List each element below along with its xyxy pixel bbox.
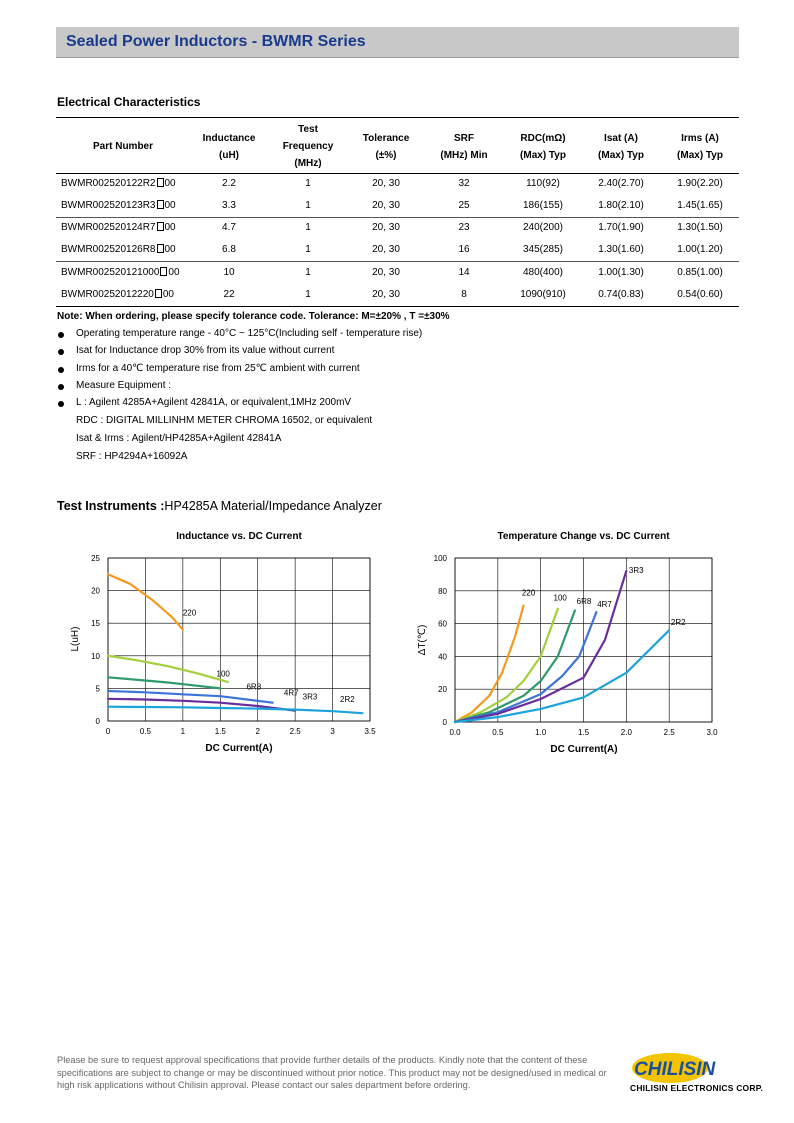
tolerance-code-box (157, 178, 164, 187)
column-header: (Max) Typ (598, 150, 644, 161)
series-label: 3R3 (302, 692, 318, 702)
part-number (61, 177, 176, 191)
x-tick-label: 2.0 (620, 728, 632, 737)
table-cell-isat: 0.74(0.83) (598, 289, 644, 300)
series-label: 6R8 (576, 596, 592, 606)
chart-title-temperature: Temperature Change vs. DC Current (497, 531, 670, 542)
y-tick-label: 20 (91, 586, 100, 596)
table-cell-tol: 20, 30 (372, 222, 400, 233)
table-cell-srf: 23 (458, 222, 470, 233)
test-instruments (57, 499, 382, 513)
table-cell-irms: 0.54(0.60) (677, 289, 723, 300)
bullet-text: Irms for a 40℃ temperature rise from 25℃ ambient with current (76, 363, 360, 374)
table-cell-freq: 1 (305, 200, 311, 211)
footer-disclaimer: Please be sure to request approval specifications that provide further details of the products. Kindly note that the content of these specifications are subject to change or may be discontinued without prior notice. This product may not be designed/used in medical or high risk applications without Chilisin approval. Please contact our sales department before ordering. (57, 1055, 607, 1090)
y-tick-label: 40 (438, 652, 447, 662)
table-cell-irms: 1.30(1.50) (677, 222, 723, 233)
x-tick-label: 3 (330, 727, 335, 736)
equipment-line: RDC : DIGITAL MILLINHM METER CHROMA 16502, or equivalent (76, 415, 373, 426)
x-tick-label: 1 (180, 727, 186, 736)
x-tick-label: 2.5 (663, 728, 675, 737)
part-number-prefix: BWMR00252012220 (61, 289, 154, 300)
table-cell-isat: 1.70(1.90) (598, 222, 644, 233)
x-tick-label: 2 (255, 727, 260, 736)
part-number (61, 221, 176, 235)
column-header: Frequency (282, 141, 334, 152)
column-header: Part Number (92, 141, 153, 152)
x-tick-label: 2.5 (289, 727, 301, 736)
table-cell-srf: 32 (458, 178, 470, 189)
x-tick-label: 1.5 (214, 727, 226, 736)
table-cell-tol: 20, 30 (372, 267, 400, 278)
bullet-text: Operating temperature range - 40°C ~ 125°C(Including self - temperature rise) (76, 328, 423, 339)
table-cell-freq: 1 (305, 267, 311, 278)
table-cell-rdc: 480(400) (522, 267, 564, 278)
table-cell-rdc: 1090(910) (520, 289, 566, 300)
table-cell-rdc: 186(155) (522, 200, 564, 211)
table-cell-ind: 10 (223, 267, 235, 278)
table-cell-srf: 25 (458, 200, 470, 211)
bullet-text: L : Agilent 4285A+Agilent 42841A, or equivalent,1MHz 200mV (76, 397, 352, 408)
series-label: 2R2 (340, 695, 355, 705)
part-number-prefix: BWMR002520126R8 (61, 244, 156, 255)
bullet-text: Isat for Inductance drop 30% from its value without current (76, 345, 335, 356)
part-number-suffix: 00 (164, 244, 176, 255)
column-header: SRF (454, 133, 474, 144)
part-number-suffix: 00 (168, 267, 180, 278)
table-cell-freq: 1 (305, 178, 311, 189)
column-header: (MHz) (294, 158, 322, 169)
bullet (58, 349, 64, 355)
table-cell-ind: 22 (223, 289, 235, 300)
table-cell-isat: 1.30(1.60) (598, 244, 644, 255)
column-header: Isat (A) (604, 133, 638, 144)
tolerance-code-box (157, 200, 164, 209)
part-number-suffix: 00 (164, 200, 176, 211)
group-rule-2 (56, 261, 739, 262)
table-cell-rdc: 110(92) (526, 178, 560, 189)
column-header: (Max) Typ (677, 150, 723, 161)
x-tick-label: 0 (105, 727, 111, 736)
chart-title-inductance: Inductance vs. DC Current (176, 531, 302, 542)
header-bar (56, 27, 739, 58)
page-title: Sealed Power Inductors - BWMR Series (66, 33, 366, 50)
series-label: 4R7 (283, 688, 299, 698)
equipment-line: Isat & Irms : Agilent/HP4285A+Agilent 42841A (76, 433, 282, 444)
bullet (58, 332, 64, 338)
x-tick-label: 0.0 (449, 728, 461, 737)
table-cell-srf: 16 (458, 244, 470, 255)
part-number (61, 266, 180, 280)
table-cell-irms: 1.90(2.20) (677, 178, 723, 189)
x-axis-label: DC Current(A) (205, 743, 273, 754)
table-cell-isat: 1.80(2.10) (598, 200, 644, 211)
table-cell-isat: 2.40(2.70) (598, 178, 644, 189)
column-header: (±%) (375, 150, 397, 161)
part-number-prefix: BWMR002520124R7 (61, 222, 156, 233)
table-cell-isat: 1.00(1.30) (598, 267, 644, 278)
table-cell-ind: 3.3 (222, 200, 236, 211)
y-tick-label: 0 (95, 717, 100, 726)
bullet (58, 384, 64, 390)
table-cell-tol: 20, 30 (372, 200, 400, 211)
table-cell-srf: 14 (458, 267, 470, 278)
column-header: (MHz) Min (440, 150, 488, 161)
y-tick-label: 0 (442, 718, 447, 727)
table-cell-freq: 1 (305, 289, 311, 300)
table-cell-ind: 6.8 (222, 244, 236, 255)
series-label: 6R8 (246, 682, 262, 692)
table-cell-freq: 1 (305, 244, 311, 255)
table-bottom-rule (56, 306, 739, 307)
column-header: Irms (A) (681, 133, 719, 144)
x-tick-label: 0.5 (139, 727, 151, 736)
series-label: 2R2 (670, 618, 686, 628)
tolerance-code-box (160, 267, 167, 276)
part-number (61, 288, 174, 302)
part-number (61, 243, 176, 257)
y-tick-label: 10 (91, 651, 100, 661)
part-number-prefix: BWMR002520123R3 (61, 200, 156, 211)
bullet (58, 367, 64, 373)
tolerance-code-box (157, 244, 164, 253)
table-cell-irms: 0.85(1.00) (677, 267, 723, 278)
column-header: Tolerance (362, 133, 410, 144)
table-cell-srf: 8 (461, 289, 467, 300)
x-tick-label: 1.0 (535, 728, 547, 737)
ordering-note: Note: When ordering, please specify tolerance code. Tolerance: M=±20% , T =±30% (57, 311, 450, 322)
tolerance-code-box (155, 289, 162, 298)
column-header: Test (298, 124, 318, 135)
column-header: RDC(mΩ) (520, 133, 566, 144)
part-number-prefix: BWMR002520122R2 (61, 178, 156, 189)
x-tick-label: 0.5 (492, 728, 504, 737)
y-tick-label: 80 (438, 586, 447, 596)
tolerance-code-box (157, 222, 164, 231)
y-axis-label: L(uH) (70, 626, 81, 652)
logo-wordmark: CHILISIN (634, 1059, 716, 1080)
series-line-4R7 (455, 612, 596, 722)
table-cell-rdc: 345(285) (522, 244, 564, 255)
y-tick-label: 100 (433, 554, 447, 563)
equipment-line: SRF : HP4294A+16092A (76, 451, 188, 462)
series-label: 3R3 (628, 565, 644, 575)
group-rule-1 (56, 217, 739, 218)
table-cell-rdc: 240(200) (522, 222, 564, 233)
series-label: 220 (182, 608, 197, 618)
temperature-chart (0, 540, 794, 800)
table-cell-tol: 20, 30 (372, 289, 400, 300)
column-header: Inductance (202, 133, 256, 144)
table-cell-tol: 20, 30 (372, 244, 400, 255)
part-number-suffix: 00 (164, 222, 176, 233)
part-number (61, 199, 176, 213)
part-number-prefix: BWMR002520121000 (61, 267, 160, 278)
table-header-rule (56, 173, 739, 174)
logo-subtitle: CHILISIN ELECTRONICS CORP. (630, 1083, 764, 1093)
table-cell-freq: 1 (305, 222, 311, 233)
x-axis-label: DC Current(A) (550, 744, 618, 755)
y-axis-label: ΔT(℃) (417, 624, 428, 656)
table-cell-irms: 1.00(1.20) (677, 244, 723, 255)
table-top-rule (56, 117, 739, 118)
table-cell-tol: 20, 30 (372, 178, 400, 189)
y-tick-label: 15 (91, 619, 100, 629)
electrical-title: Electrical Characteristics (57, 95, 201, 109)
bullet-text: Measure Equipment : (76, 380, 172, 391)
x-tick-label: 3.5 (364, 727, 376, 736)
test-instruments-label: Test Instruments : (57, 499, 165, 513)
column-header: (uH) (219, 150, 239, 161)
table-cell-ind: 2.2 (222, 178, 236, 189)
y-tick-label: 5 (95, 684, 100, 694)
x-tick-label: 1.5 (577, 728, 590, 737)
column-header: (Max) Typ (520, 150, 566, 161)
series-label: 100 (216, 669, 230, 679)
part-number-suffix: 00 (164, 178, 176, 189)
table-cell-ind: 4.7 (222, 222, 236, 233)
y-tick-label: 20 (438, 685, 447, 695)
series-label: 220 (521, 588, 536, 598)
y-tick-label: 25 (91, 554, 100, 563)
y-tick-label: 60 (438, 619, 447, 629)
part-number-suffix: 00 (162, 289, 174, 300)
table-cell-irms: 1.45(1.65) (677, 200, 723, 211)
bullet (58, 401, 64, 407)
test-instruments-value: HP4285A Material/Impedance Analyzer (164, 499, 382, 513)
series-label: 100 (553, 593, 567, 603)
x-tick-label: 3.0 (706, 728, 718, 737)
series-label: 4R7 (597, 600, 612, 610)
